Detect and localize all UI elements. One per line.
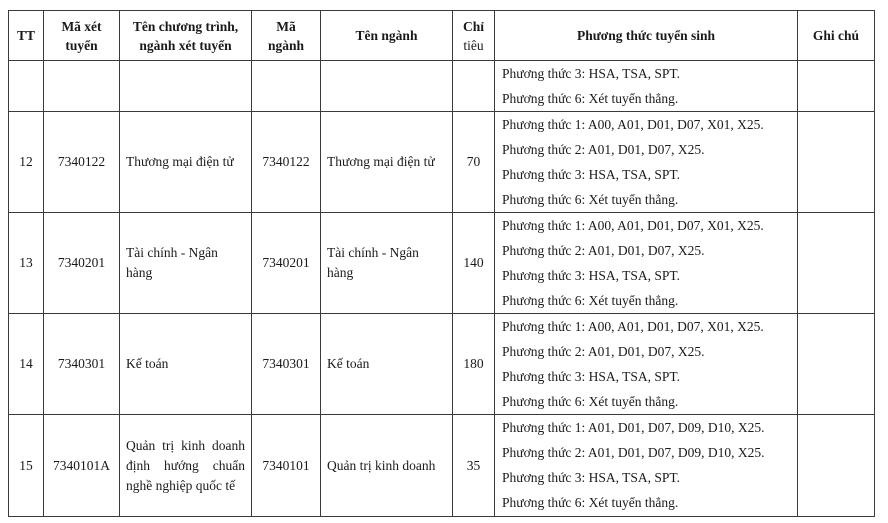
header-ghi-chu: Ghi chú [798,11,875,61]
header-ma-xet-tuyen: Mã xét tuyển [44,11,120,61]
method-line: Phương thức 3: HSA, TSA, SPT. [502,268,681,283]
cell-phuong-thuc [495,112,798,213]
cell-ten-nganh: Kế toán [321,314,453,415]
header-ten-nganh: Tên ngành [321,11,453,61]
cell-ma-xet-tuyen: 7340301 [44,314,120,415]
cell-ten-chuong-trinh: Quản trị kinh doanh định hướng chuẩn nghề nghiệp quốc tế [120,415,252,517]
method-line: Phương thức 6: Xét tuyển thẳng. [502,192,679,207]
cell-ten-nganh: Tài chính - Ngân hàng [321,213,453,314]
method-line: Phương thức 2: A01, D01, D07, X25. [502,142,705,157]
cell-ma-nganh [252,61,321,112]
cell-chi-tieu: 70 [453,112,495,213]
cell-ten-chuong-trinh [120,61,252,112]
method-line: Phương thức 3: HSA, TSA, SPT. [502,470,681,485]
method-line: Phương thức 2: A01, D01, D07, D09, D10, X25. [502,445,765,460]
cell-ghi-chu [798,314,875,415]
cell-ma-nganh: 7340201 [252,213,321,314]
cell-tt: 14 [9,314,44,415]
cell-chi-tieu: 180 [453,314,495,415]
cell-phuong-thuc [495,314,798,415]
cell-ma-xet-tuyen [44,61,120,112]
cell-ma-nganh: 7340101 [252,415,321,517]
method-line: Phương thức 2: A01, D01, D07, X25. [502,243,705,258]
cell-phuong-thuc [495,61,798,112]
method-line: Phương thức 6: Xét tuyển thẳng. [502,394,679,409]
cell-ten-chuong-trinh: Tài chính - Ngân hàng [120,213,252,314]
cell-tt: 12 [9,112,44,213]
cell-tt: 15 [9,415,44,517]
header-chi-tieu: Chỉ tiêu [453,11,495,61]
method-line: Phương thức 6: Xét tuyển thẳng. [502,91,679,106]
cell-chi-tieu: 35 [453,415,495,517]
cell-tt [9,61,44,112]
cell-chi-tieu: 140 [453,213,495,314]
cell-phuong-thuc [495,213,798,314]
method-line: Phương thức 1: A00, A01, D01, D07, X01, X25. [502,117,764,132]
cell-ten-chuong-trinh: Kế toán [120,314,252,415]
method-line: Phương thức 3: HSA, TSA, SPT. [502,66,681,81]
cell-ghi-chu [798,415,875,517]
header-row [9,11,875,61]
method-line: Phương thức 3: HSA, TSA, SPT. [502,369,681,384]
table-row [9,415,875,517]
cell-ma-xet-tuyen: 7340122 [44,112,120,213]
table-row [9,112,875,213]
method-line: Phương thức 1: A00, A01, D01, D07, X01, X25. [502,218,764,233]
cell-ghi-chu [798,61,875,112]
cell-ghi-chu [798,213,875,314]
table-row [9,61,875,112]
method-line: Phương thức 3: HSA, TSA, SPT. [502,167,681,182]
table-row [9,213,875,314]
header-phuong-thuc: Phương thức tuyển sinh [495,11,798,61]
method-line: Phương thức 2: A01, D01, D07, X25. [502,344,705,359]
cell-tt: 13 [9,213,44,314]
cell-ma-nganh: 7340301 [252,314,321,415]
header-ma-nganh: Mã ngành [252,11,321,61]
method-line: Phương thức 1: A00, A01, D01, D07, X01, X25. [502,319,764,334]
method-line: Phương thức 1: A01, D01, D07, D09, D10, X25. [502,420,765,435]
cell-chi-tieu [453,61,495,112]
table-row [9,314,875,415]
header-tt: TT [9,11,44,61]
admissions-table [8,10,875,517]
cell-ten-nganh [321,61,453,112]
cell-ten-chuong-trinh: Thương mại điện tử [120,112,252,213]
cell-phuong-thuc [495,415,798,517]
cell-ghi-chu [798,112,875,213]
method-line: Phương thức 6: Xét tuyển thẳng. [502,495,679,510]
cell-ma-nganh: 7340122 [252,112,321,213]
cell-ten-nganh: Thương mại điện tử [321,112,453,213]
method-line: Phương thức 6: Xét tuyển thẳng. [502,293,679,308]
cell-ma-xet-tuyen: 7340101A [44,415,120,517]
cell-ma-xet-tuyen: 7340201 [44,213,120,314]
cell-ten-nganh: Quản trị kinh doanh [321,415,453,517]
header-ten-chuong-trinh: Tên chương trình, ngành xét tuyển [120,11,252,61]
